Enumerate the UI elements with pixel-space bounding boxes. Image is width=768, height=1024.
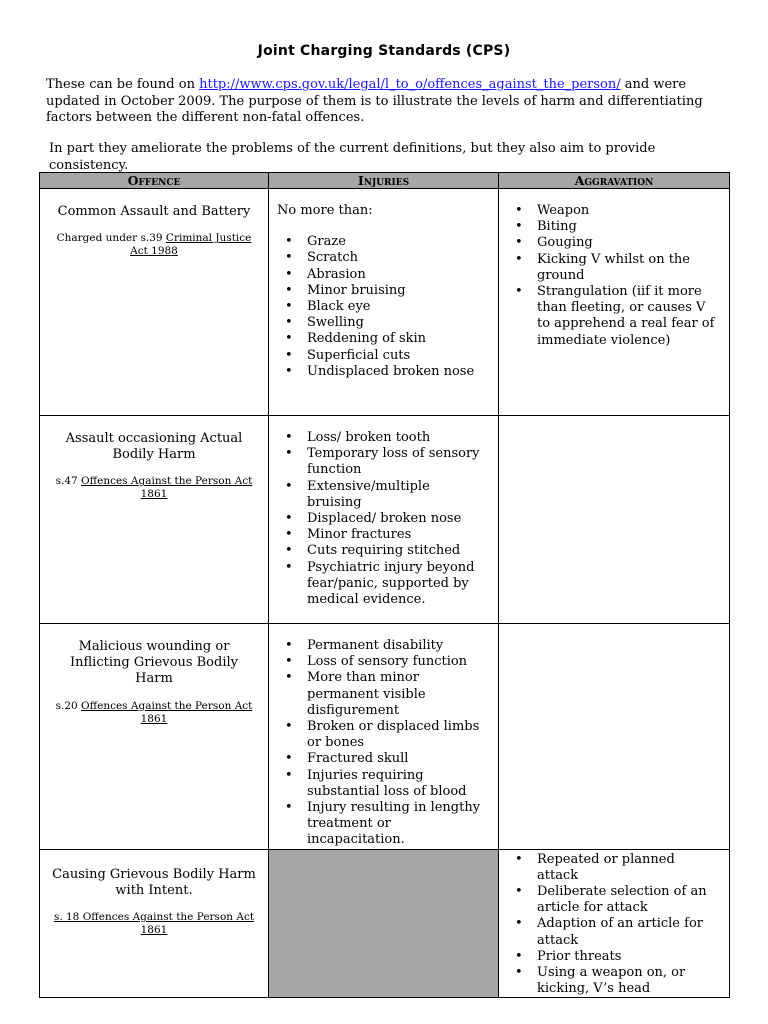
injury-item: • More than minor permanent visible disfigurement [307, 670, 486, 719]
injury-item: • Reddening of skin [307, 331, 486, 347]
statute-reference [50, 232, 258, 258]
statute-reference [50, 700, 258, 726]
statute-reference [50, 475, 258, 501]
injuries-cell [269, 624, 499, 850]
aggravation-list [507, 203, 719, 349]
offence-cell [40, 624, 269, 850]
injury-item: • Superficial cuts [307, 348, 486, 364]
aggravation-list [507, 852, 719, 998]
injury-item: • Undisplaced broken nose [307, 364, 486, 380]
offence-cell [40, 189, 269, 416]
aggravation-cell [499, 416, 730, 624]
injury-item: • Cuts requiring stitched [307, 543, 486, 559]
table-row [40, 624, 730, 850]
statute-act: s. 18 Offences Against the Person Act 1861 [53, 911, 255, 937]
injury-item: • Abrasion [307, 267, 486, 283]
offence-cell [40, 849, 269, 998]
cps-link[interactable]: http://www.cps.gov.uk/legal/l_to_o/offences_against_the_person/ [199, 77, 621, 92]
injury-item: • Black eye [307, 299, 486, 315]
injuries-list [277, 638, 486, 849]
offence-name: Common Assault and Battery [57, 204, 251, 219]
injuries-cell [269, 189, 499, 416]
header-offence: Offence [40, 173, 269, 189]
statute-act: Criminal Justice Act 1988 [130, 232, 252, 258]
intro-paragraph [46, 77, 732, 127]
injury-item: • Fractured skull [307, 751, 486, 767]
injury-item: • Extensive/multiple bruising [307, 479, 486, 511]
injury-item: • Swelling [307, 315, 486, 331]
injury-item: • Temporary loss of sensory function [307, 446, 486, 478]
injury-item: • Loss of sensory function [307, 654, 486, 670]
injury-item: • Injuries requiring substantial loss of blood [307, 768, 486, 800]
aggravation-item: • Deliberate selection of an article for attack [537, 884, 719, 916]
aggravation-item: • Strangulation (iif it more than fleeting, or causes V to apprehend a real fear of immediate violence) [537, 284, 719, 349]
injury-item: • Scratch [307, 250, 486, 266]
injury-item: • Graze [307, 234, 486, 250]
intro-text-before-link: These can be found on [46, 77, 200, 92]
statute-section: Charged under s.39 [56, 232, 166, 245]
injury-item: • Permanent disability [307, 638, 486, 654]
charging-standards-table [39, 172, 730, 998]
aggravation-item: • Prior threats [537, 949, 719, 965]
injury-item: • Minor fractures [307, 527, 486, 543]
injury-item: • Loss/ broken tooth [307, 430, 486, 446]
offence-name: Malicious wounding or Inflicting Grievous Bodily Harm [70, 639, 238, 687]
injuries-cell [269, 849, 499, 998]
table-header-row [40, 173, 730, 189]
intro-second-paragraph: In part they ameliorate the problems of the current definitions, but they also aim to provide consistency. [49, 141, 656, 173]
aggravation-item: • Repeated or planned attack [537, 852, 719, 884]
injury-item: • Psychiatric injury beyond fear/panic, supported by medical evidence. [307, 560, 486, 609]
statute-reference [50, 911, 258, 937]
header-injuries: Injuries [269, 173, 499, 189]
table-row [40, 849, 730, 998]
aggravation-item: • Biting [537, 219, 719, 235]
statute-act: Offences Against the Person Act 1861 [81, 475, 253, 501]
aggravation-item: • Using a weapon on, or kicking, V’s head [537, 965, 719, 997]
aggravation-item: • Adaption of an article for attack [537, 916, 719, 948]
injury-item: • Minor bruising [307, 283, 486, 299]
injuries-list [277, 234, 486, 380]
header-aggravation: Aggravation [499, 173, 730, 189]
injuries-cell [269, 416, 499, 624]
offence-name: Causing Grievous Bodily Harm with Intent. [52, 866, 256, 898]
injuries-lead: No more than: [277, 203, 373, 218]
offence-name: Assault occasioning Actual Bodily Harm [65, 431, 243, 463]
aggravation-item: • Gouging [537, 235, 719, 251]
aggravation-cell [499, 849, 730, 998]
statute-act: Offences Against the Person Act 1861 [81, 699, 253, 725]
statute-section: s.20 [55, 699, 82, 712]
injury-item: • Injury resulting in lengthy treatment or incapacitation. [307, 800, 486, 849]
aggravation-cell [499, 189, 730, 416]
table-row [40, 189, 730, 416]
injuries-list [277, 430, 486, 608]
injury-item: • Broken or displaced limbs or bones [307, 719, 486, 751]
aggravation-item: • Kicking V whilst on the ground [537, 252, 719, 284]
aggravation-cell [499, 624, 730, 850]
table-body [40, 189, 730, 998]
injury-item: • Displaced/ broken nose [307, 511, 486, 527]
aggravation-item: • Weapon [537, 203, 719, 219]
statute-section: s.47 [55, 475, 82, 488]
table-row [40, 416, 730, 624]
document-title: Joint Charging Standards (CPS) [257, 43, 511, 59]
intro-text-after-link: and were updated in October 2009. The purpose of them is to illustrate the levels of harm and differentiating factors between the different non-fatal offences. [46, 77, 703, 125]
offence-cell [40, 416, 269, 624]
